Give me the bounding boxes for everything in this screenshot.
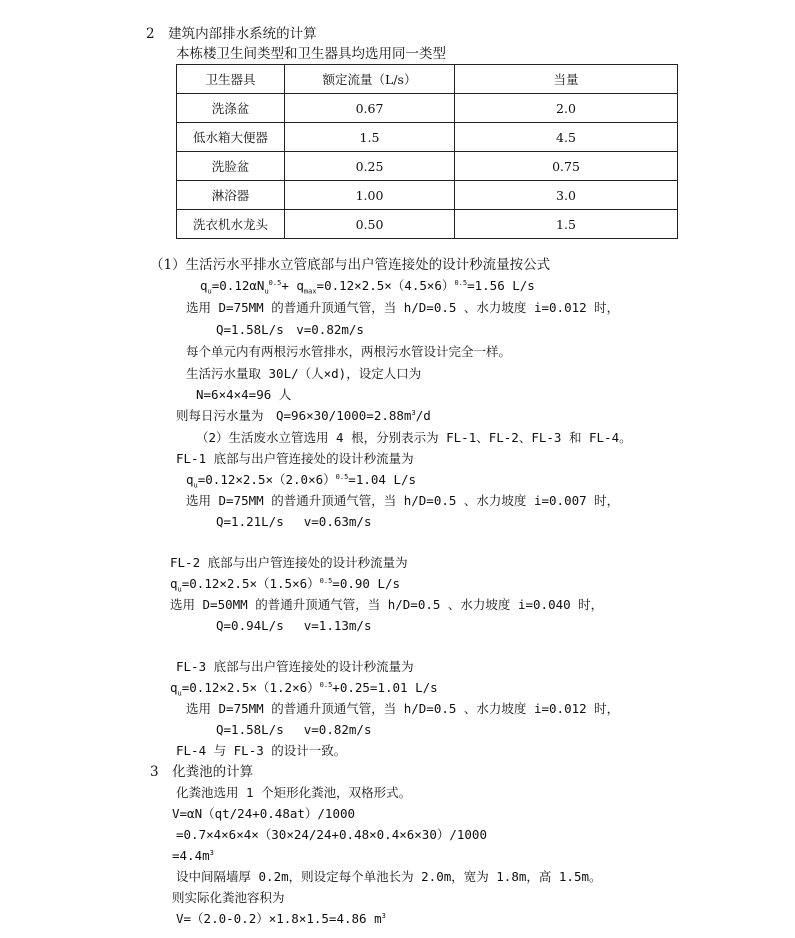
cell-fixture: 洗脸盆 — [177, 152, 285, 181]
cell-fixture: 淋浴器 — [177, 181, 285, 210]
part-2-intro: （2）生活废水立管选用 4 根，分别表示为 FL-1、FL-2、FL-3 和 FL-4。 — [196, 430, 632, 445]
part-1-daily-result: 则每日污水量为 $Q=96\times 30/1000=2.88m^3/d$ — [176, 408, 431, 423]
section-3-calc: =0.7×4×6×4×（30×24/24+0.48×0.4×6×30）/1000 — [176, 827, 487, 842]
fl3-flow: Q=1.58L/s v=0.82m/s — [216, 722, 372, 737]
section-3-result: $=4.4m^3$ — [172, 848, 214, 863]
cell-equivalent: 1.5 — [455, 210, 678, 239]
table-row — [177, 152, 678, 181]
cell-fixture: 低水箱大便器 — [177, 123, 285, 152]
table-row — [177, 94, 678, 123]
section-3-formula: V=αN（qt/24+0.48at）/1000 — [172, 806, 356, 821]
cell-flow: 1.5 — [285, 123, 455, 152]
table-row — [177, 123, 678, 152]
fl2-flow: Q=0.94L/s v=1.13m/s — [216, 618, 372, 633]
fl1-formula: $q_u=0.12\times 2.5\times(2.0\times 6)^{0.5}=1.04$ L/s — [186, 472, 417, 490]
cell-flow: 0.25 — [285, 152, 455, 181]
cell-equivalent: 2.0 — [455, 94, 678, 123]
fl2-formula: $q_u=0.12\times 2.5\times(1.5\times 6)^{0.5}=0.90$ L/s — [170, 576, 401, 594]
section-2-subheading: 本栋楼卫生间类型和卫生器具均选用同一类型 — [176, 46, 446, 62]
fl2-pipe-choice: 选用 D=50MM 的普通升顶通气管，当 h/D=0.5 、水力坡度 i=0.040 时， — [170, 597, 604, 612]
cell-equivalent: 4.5 — [455, 123, 678, 152]
fixture-table — [176, 64, 678, 239]
section-3-choice: 化粪池选用 1 个矩形化粪池，双格形式。 — [176, 785, 412, 800]
header-equivalent: 当量 — [455, 65, 678, 94]
cell-fixture: 洗涤盆 — [177, 94, 285, 123]
section-3-actual: V=（2.0-0.2）×1.8×1.5=4.86 $m^3$ — [176, 911, 386, 926]
part-1-flow: Q=1.58L/s v=0.82m/s — [216, 322, 364, 337]
fl1-pipe-choice: 选用 D=75MM 的普通升顶通气管，当 h/D=0.5 、水力坡度 i=0.007 时， — [186, 493, 620, 508]
part-1-formula: $q_u=0.12\alpha N_u^{0.5}+ q_{max}=0.12\times 2.5\times(4.5\times 6)^{0.5}=1.56$ L/s — [200, 278, 535, 296]
section-3-assumption: 设中间隔墙厚 0.2m，则设定每个单池长为 2.0m，宽为 1.8m，高 1.5m。 — [176, 869, 602, 884]
cell-flow: 1.00 — [285, 181, 455, 210]
table-row — [177, 210, 678, 239]
cell-fixture: 洗衣机水龙头 — [177, 210, 285, 239]
part-1-unit-note: 每个单元内有两根污水管排水，两根污水管设计完全一样。 — [186, 344, 512, 359]
fl2-title: FL-2 底部与出户管连接处的设计秒流量为 — [170, 555, 408, 570]
table-row — [177, 181, 678, 210]
section-2-heading: 2 建筑内部排水系统的计算 — [146, 26, 317, 42]
section-3-actual-note: 则实际化粪池容积为 — [172, 890, 285, 905]
fl3-title: FL-3 底部与出户管连接处的设计秒流量为 — [176, 659, 414, 674]
header-fixture: 卫生器具 — [177, 65, 285, 94]
section-3-heading: 3 化粪池的计算 — [150, 764, 254, 780]
fl1-flow: Q=1.21L/s v=0.63m/s — [216, 514, 372, 529]
cell-flow: 0.50 — [285, 210, 455, 239]
part-1-pipe-choice: 选用 D=75MM 的普通升顶通气管，当 h/D=0.5 、水力坡度 i=0.012 时， — [186, 300, 620, 315]
fl1-title: FL-1 底部与出户管连接处的设计秒流量为 — [176, 451, 414, 466]
fl3-formula: $q_u=0.12\times 2.5\times(1.2\times 6)^{0.5}+0.25=1.01$ L/s — [170, 680, 438, 698]
fl4-note: FL-4 与 FL-3 的设计一致。 — [176, 743, 347, 758]
header-flow: 额定流量（L/s） — [285, 65, 455, 94]
part-1-population: N=6×4×4=96 人 — [196, 387, 292, 402]
table-header-row — [177, 65, 678, 94]
part-1-daily-note: 生活污水量取 30L/（人×d)，设定人口为 — [186, 366, 422, 381]
cell-equivalent: 3.0 — [455, 181, 678, 210]
fl3-pipe-choice: 选用 D=75MM 的普通升顶通气管，当 h/D=0.5 、水力坡度 i=0.012 时， — [186, 701, 620, 716]
cell-equivalent: 0.75 — [455, 152, 678, 181]
cell-flow: 0.67 — [285, 94, 455, 123]
part-1-intro: （1）生活污水平排水立管底部与出户管连接处的设计秒流量按公式 — [150, 257, 551, 273]
